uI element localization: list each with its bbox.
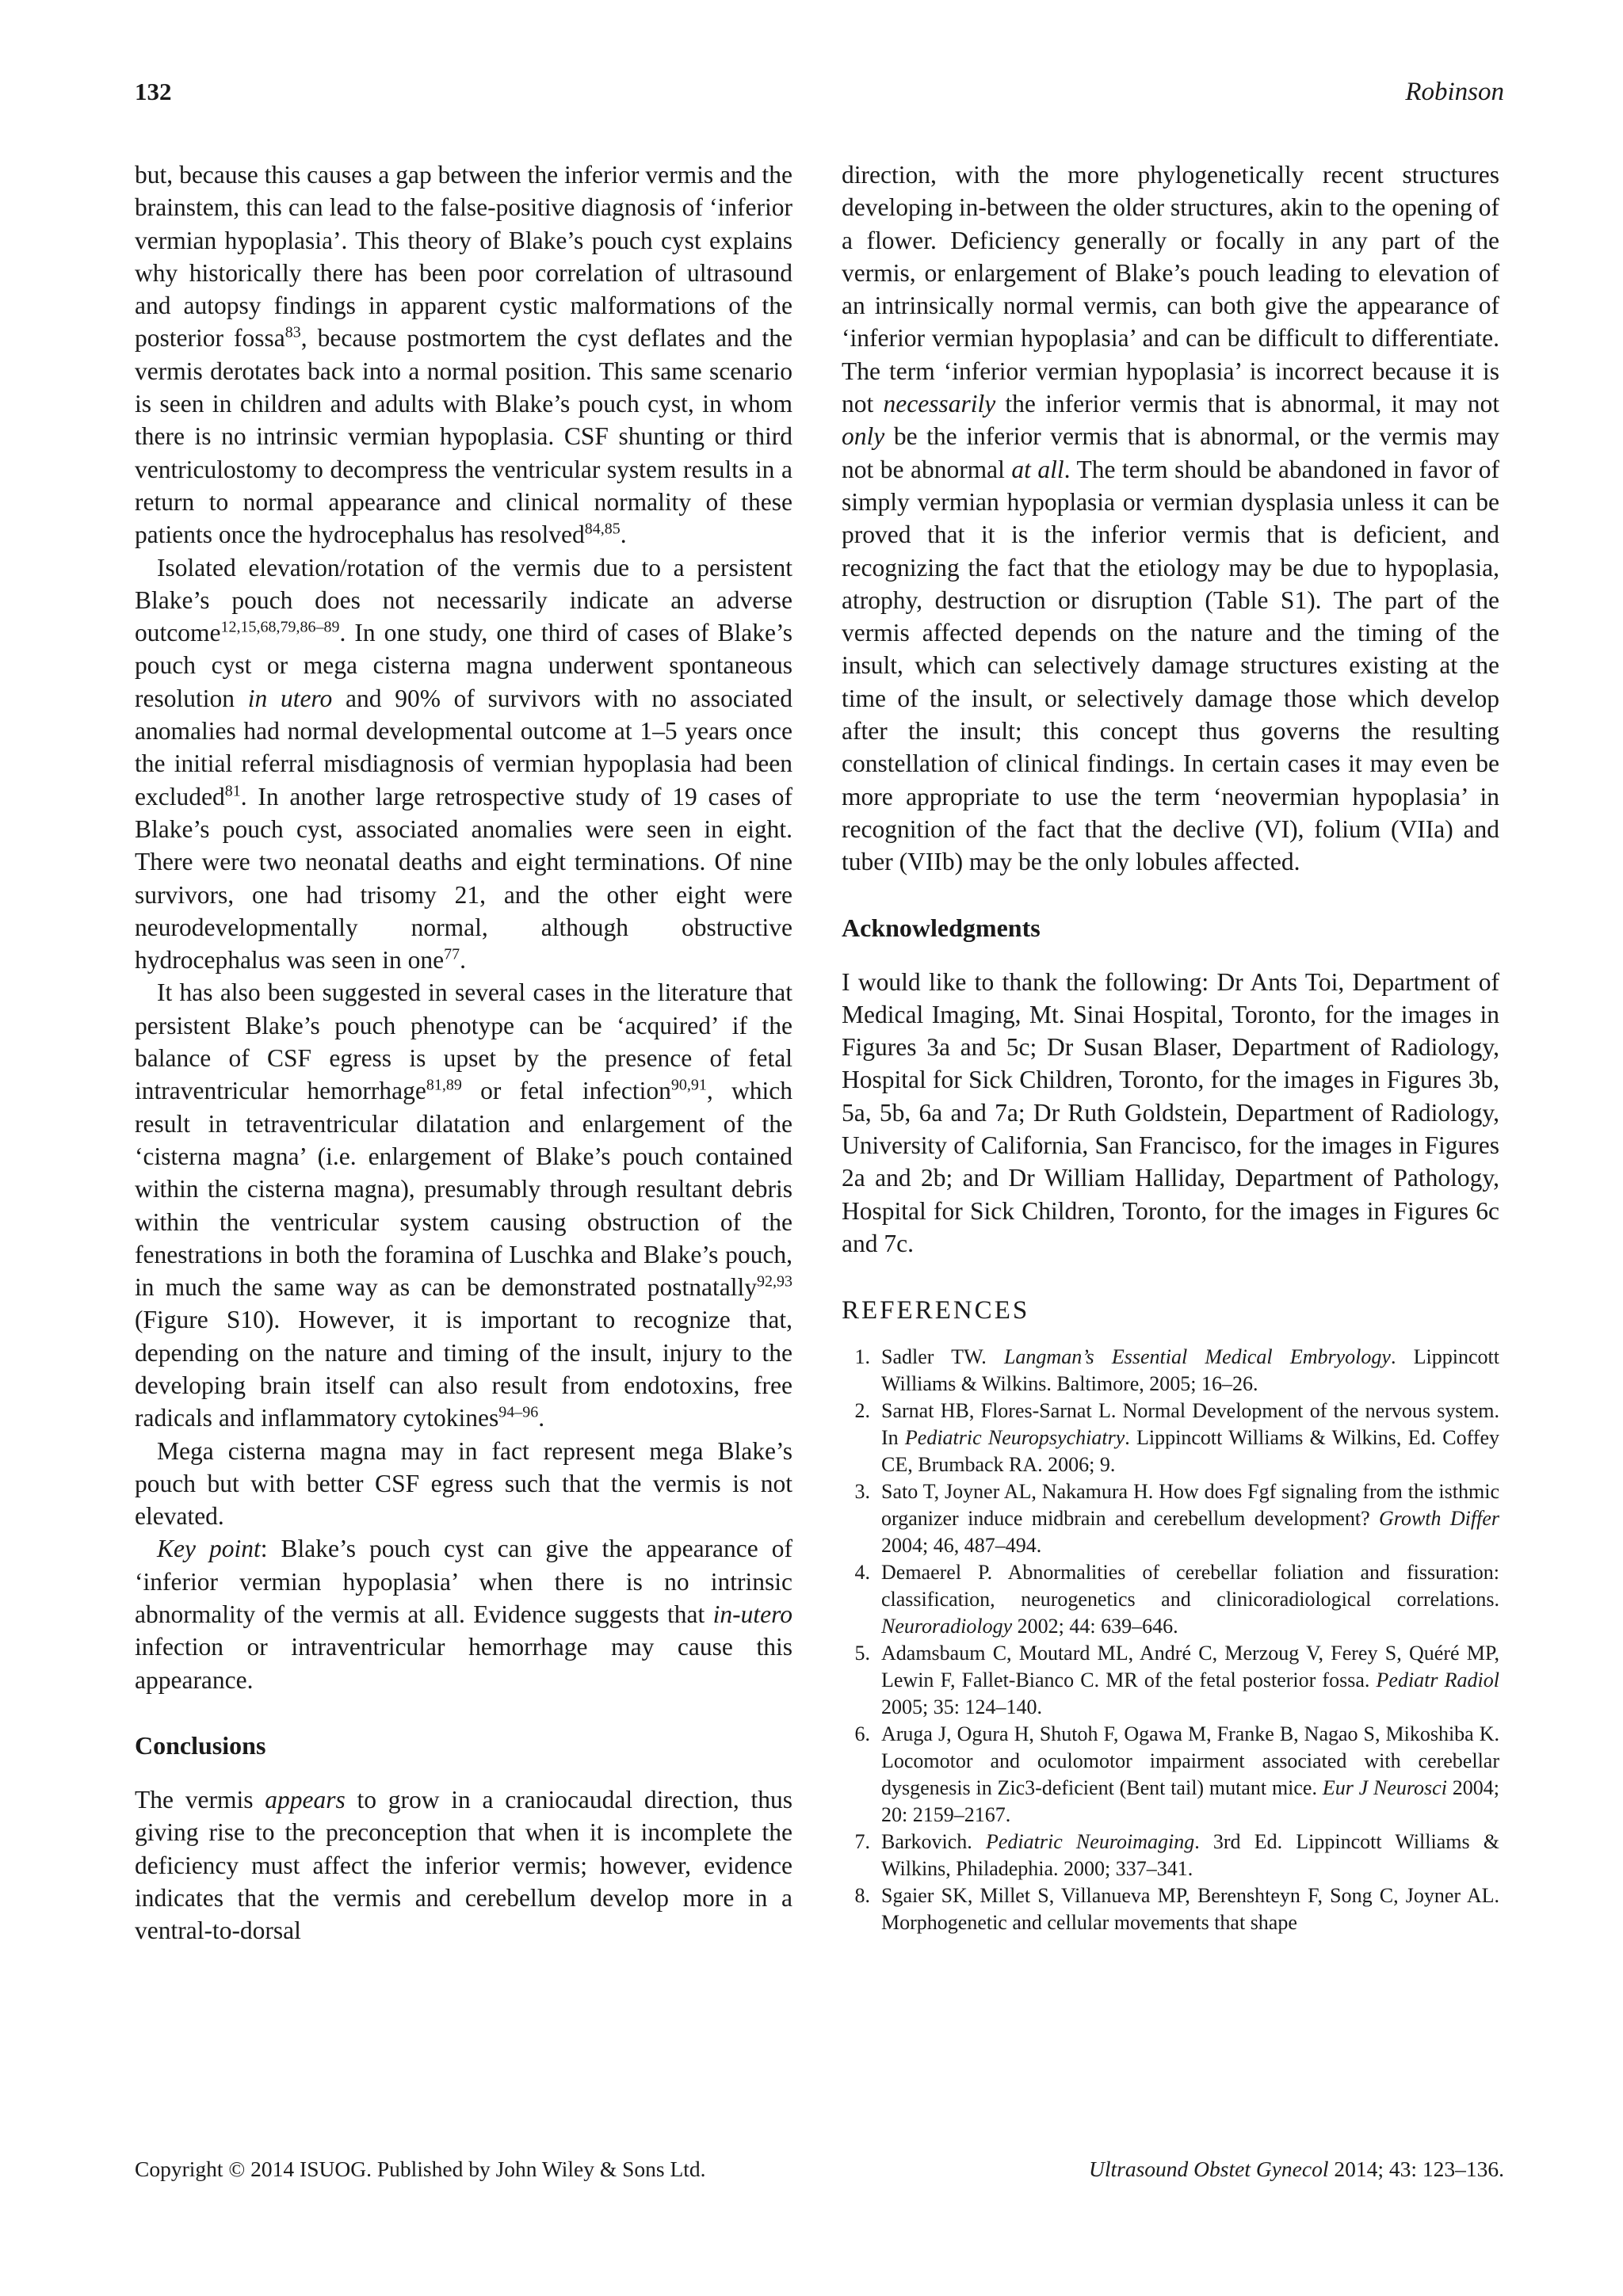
reference-item: 3. Sato T, Joyner AL, Nakamura H. How does Fgf signaling from the isthmic organizer induce midbrain and cerebellum development? Growth Differ 2004; 46, 487–494. bbox=[854, 1480, 1499, 1558]
conclusions-heading: Conclusions bbox=[135, 1730, 266, 1760]
journal-citation-footer: Ultrasound Obstet Gynecol 2014; 43: 123–136. bbox=[1089, 2157, 1504, 2181]
paragraph: The vermis appears to grow in a craniocaudal direction, thus giving rise to the preconception that when it is incomplete the deficiency must affect the inferior vermis; however, evidence indicates that the vermis and cerebellum develop more in a ventral-to-dorsal bbox=[135, 1785, 792, 1945]
running-head: Robinson bbox=[1405, 78, 1504, 106]
reference-item: 5. Adamsbaum C, Moutard ML, André C, Merzoug V, Ferey S, Quéré MP, Lewin F, Fallet-Bianco C. MR of the fetal posterior fossa. Pediatr Radiol 2005; 35: 124–140. bbox=[854, 1642, 1499, 1719]
left-column bbox=[135, 158, 792, 1947]
key-point-paragraph: Key point: Blake’s pouch cyst can give the appearance of ‘inferior vermian hypoplasia’ when there is no intrinsic abnormality of the vermis at all. Evidence suggests that in-utero infection or intraventricular hemorrhage may cause this appearance. bbox=[135, 1535, 792, 1694]
paragraph: Mega cisterna magna may in fact represent mega Blake’s pouch but with better CSF egress such that the vermis is not elevated. bbox=[135, 1436, 792, 1531]
reference-item: 2. Sarnat HB, Flores-Sarnat L. Normal Development of the nervous system. In Pediatric Neuropsychiatry. Lippincott Williams & Wilkins, Ed. Coffey CE, Brumback RA. 2006; 9. bbox=[854, 1399, 1499, 1477]
right-column bbox=[842, 158, 1499, 1936]
copyright-footer: Copyright © 2014 ISUOG. Published by John Wiley & Sons Ltd. bbox=[135, 2157, 706, 2181]
page-number: 132 bbox=[135, 78, 172, 105]
acknowledgments-heading: Acknowledgments bbox=[842, 913, 1041, 942]
paragraph: It has also been suggested in several cases in the literature that persistent Blake’s pouch phenotype can be ‘acquired’ if the balance of CSF egress is upset by the presence of fetal intraventricular hemorrhage$^{81,89}$ or fetal infection$^{90,91}$, which result in tetraventricular dilatation and enlargement of the ‘cisterna magna’ (i.e. enlargement of Blake’s pouch contained within the cisterna magna), presumably through resultant debris within the ventricular system causing obstruction of the fenestrations in both the foramina of Luschka and Blake’s pouch, in much the same way as can be demonstrated postnatally$^{92,93}$ (Figure S10). However, it is important to recognize that, depending on the nature and timing of the insult, injury to the developing brain itself can also result from endotoxins, free radicals and inflammatory cytokines$^{94-96}$. bbox=[135, 978, 792, 1432]
acknowledgments-text: I would like to thank the following: Dr Ants Toi, Department of Medical Imaging, Mt. Sinai Hospital, Toronto, for the images in Figures 3a and 5c; Dr Susan Blaser, Department of Radiology, Hospital for Sick Children, Toronto, for the images in Figures 3b, 5a, 5b, 6a and 7a; Dr Ruth Goldstein, Department of Radiology, University of California, San Francisco, for the images in Figures 2a and 2b; and Dr William Halliday, Department of Pathology, Hospital for Sick Children, Toronto, for the images in Figures 6c and 7c. bbox=[842, 967, 1499, 1257]
paragraph: but, because this causes a gap between the inferior vermis and the brainstem, this can lead to the false-positive diagnosis of ‘inferior vermian hypoplasia’. This theory of Blake’s pouch cyst explains why historically there has been poor correlation of ultrasound and autopsy findings in apparent cystic malformations of the posterior fossa$^{83}$, because postmortem the cyst deflates and the vermis derotates back into a normal position. This same scenario is seen in children and adults with Blake’s pouch cyst, in whom there is no intrinsic vermian hypoplasia. CSF shunting or third ventriculostomy to decompress the ventricular system results in a return to normal appearance and clinical normality of these patients once the hydrocephalus has resolved$^{84,85}$. bbox=[135, 161, 792, 549]
paragraph: Isolated elevation/rotation of the vermis due to a persistent Blake’s pouch does not necessarily indicate an adverse outcome$^{12,15,68,79,86-89}$. In one study, one third of cases of Blake’s pouch cyst or mega cisterna magna underwent spontaneous resolution in utero and 90% of survivors with no associated anomalies had normal developmental outcome at 1–5 years once the initial referral misdiagnosis of vermian hypoplasia had been excluded$^{81}$. In another large retrospective study of 19 cases of Blake’s pouch cyst, associated anomalies were seen in eight. There were two neonatal deaths and eight terminations. Of nine survivors, one had trisomy 21, and the other eight were neurodevelopmentally normal, although obstructive hydrocephalus was seen in one$^{77}$. bbox=[135, 553, 793, 974]
paragraph: direction, with the more phylogenetically recent structures developing in-between the older structures, akin to the opening of a flower. Deficiency generally or focally in any part of the vermis, or enlargement of Blake’s pouch leading to elevation of an intrinsically normal vermis, can both give the appearance of ‘inferior vermian hypoplasia’ and can be difficult to differentiate. The term ‘inferior vermian hypoplasia’ is incorrect because it is not necessarily the inferior vermis that is abnormal, it may not only be the inferior vermis that is abnormal, or the vermis may not be abnormal at all. The term should be abandoned in favor of simply vermian hypoplasia or vermian dysplasia unless it can be proved that it is the inferior vermis that is deficient, and recognizing the fact that the etiology may be due to hypoplasia, atrophy, destruction or disruption (Table S1). The part of the vermis affected depends on the nature and the timing of the insult, which can selectively damage structures existing at the time of the insult, or selectively damage those which develop after the insult; this concept thus governs the resulting constellation of clinical findings. In certain cases it may even be more appropriate to use the term ‘neovermian hypoplasia’ in recognition of the fact that the declive (VI), folium (VIIa) and tuber (VIIb) may be the only lobules affected. bbox=[842, 161, 1499, 876]
reference-item: 7. Barkovich. Pediatric Neuroimaging. 3rd Ed. Lippincott Williams & Wilkins, Philadephia. 2000; 337–341. bbox=[854, 1830, 1500, 1881]
reference-item: 6. Aruga J, Ogura H, Shutoh F, Ogawa M, Franke B, Nagao S, Mikoshiba K. Locomotor and oculomotor impairment associated with cerebellar dysgenesis in Zic3-deficient (Bent tail) mutant mice. Eur J Neurosci 2004; 20: 2159–2167. bbox=[854, 1722, 1499, 1827]
reference-item: 4. Demaerel P. Abnormalities of cerebellar foliation and fissuration: classification, neurogenetics and clinicoradiological correlations. Neuroradiology 2002; 44: 639–646. bbox=[854, 1561, 1499, 1638]
reference-item: 8. Sgaier SK, Millet S, Villanueva MP, Berenshteyn F, Song C, Joyner AL. Morphogenetic and cellular movements that shape bbox=[854, 1884, 1499, 1935]
references-heading: REFERENCES bbox=[842, 1296, 1030, 1325]
reference-item: 1. Sadler TW. Langman’s Essential Medical Embryology. Lippincott Williams & Wilkins. Baltimore, 2005; 16–26. bbox=[854, 1345, 1499, 1396]
reference-list bbox=[842, 1344, 1499, 1936]
